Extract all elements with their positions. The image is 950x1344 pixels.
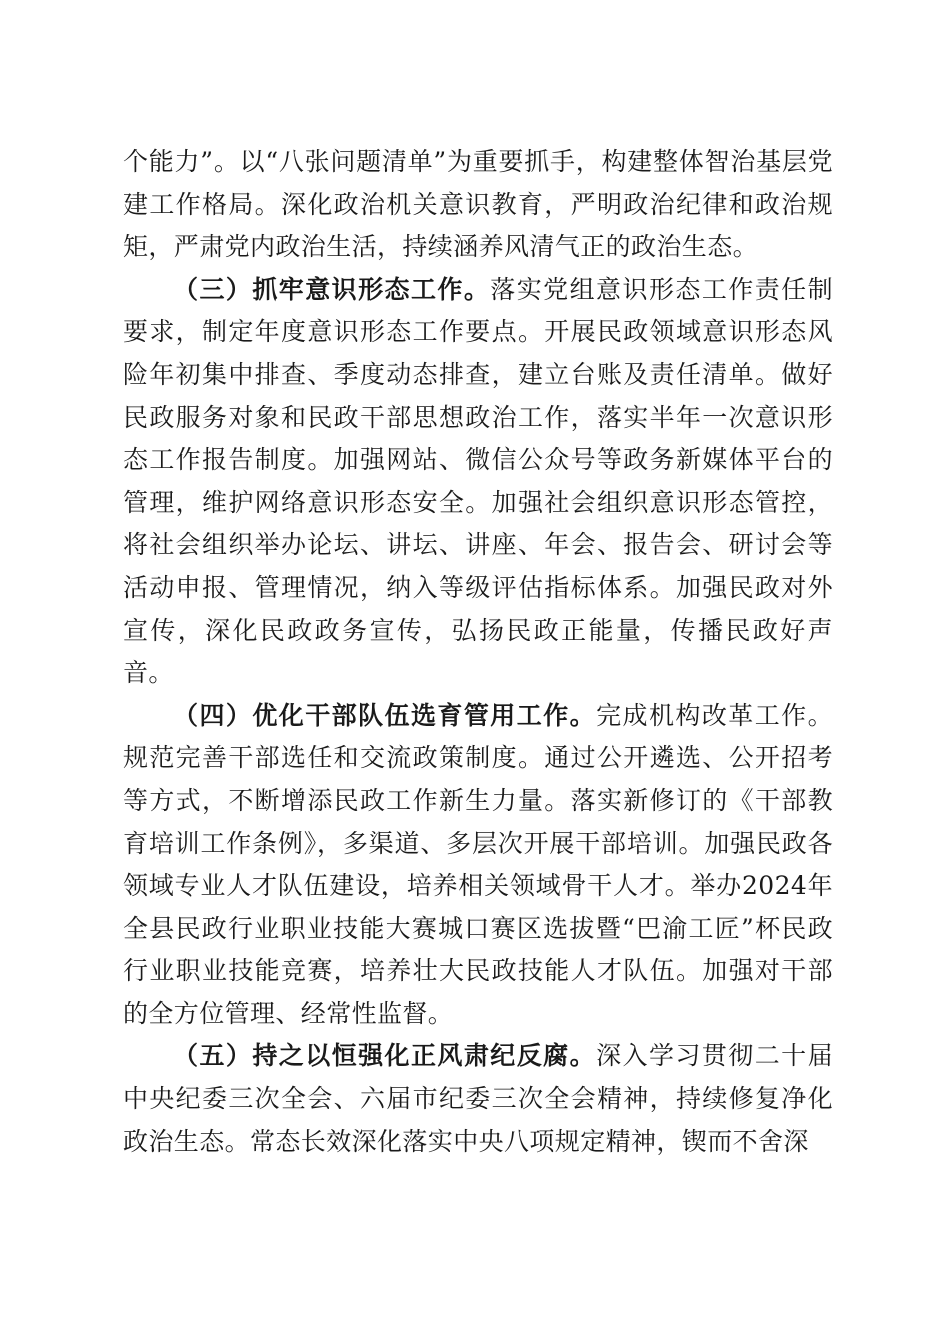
paragraph-continuation (123, 141, 833, 269)
paragraph-anti-corruption (123, 1035, 833, 1163)
paragraph-text: 个能力”。以“八张问题清单”为重要抓手，构建整体智治基层党建工作格局。深化政治机关意识教育，严明政治纪律和政治规矩，严肃党内政治生活，持续涵养风清气正的政治生态。 (123, 147, 833, 262)
document-body (123, 141, 833, 1163)
paragraph-cadre-team (123, 695, 833, 1036)
paragraph-text: 完成机构改革工作。规范完善干部选任和交流政策制度。通过公开遴选、公开招考等方式，不断增添民政工作新生力量。落实新修订的《干部教育培训工作条例》，多渠道、多层次开展干部培训。加强民政各领域专业人才队伍建设，培养相关领域骨干人才。举办2024年全县民政行业职业技能大赛城口赛区选拔暨“巴渝工匠”杯民政行业职业技能竞赛，培养壮大民政技能人才队伍。加强对干部的全方位管理、经常性监督。 (123, 700, 833, 1028)
paragraph-text: 深入学习贯彻二十届中央纪委三次全会、六届市纪委三次全会精神，持续修复净化政治生态。常态长效深化落实中央八项规定精神，锲而不舍深 (123, 1041, 833, 1156)
paragraph-ideology-work (123, 269, 833, 695)
section-heading: （四）优化干部队伍选育管用工作。 (173, 700, 597, 730)
paragraph-text: 落实党组意识形态工作责任制要求，制定年度意识形态工作要点。开展民政领域意识形态风险年初集中排查、季度动态排查，建立台账及责任清单。做好民政服务对象和民政干部思想政治工作，落实半年一次意识形态工作报告制度。加强网站、微信公众号等政务新媒体平台的管理，维护网络意识形态安全。加强社会组织意识形态管控，将社会组织举办论坛、讲坛、讲座、年会、报告会、研讨会等活动申报、管理情况，纳入等级评估指标体系。加强民政对外宣传，深化民政政务宣传，弘扬民政正能量，传播民政好声音。 (123, 274, 833, 688)
section-heading: （三）抓牢意识形态工作。 (173, 274, 491, 304)
section-heading: （五）持之以恒强化正风肃纪反腐。 (173, 1041, 597, 1071)
